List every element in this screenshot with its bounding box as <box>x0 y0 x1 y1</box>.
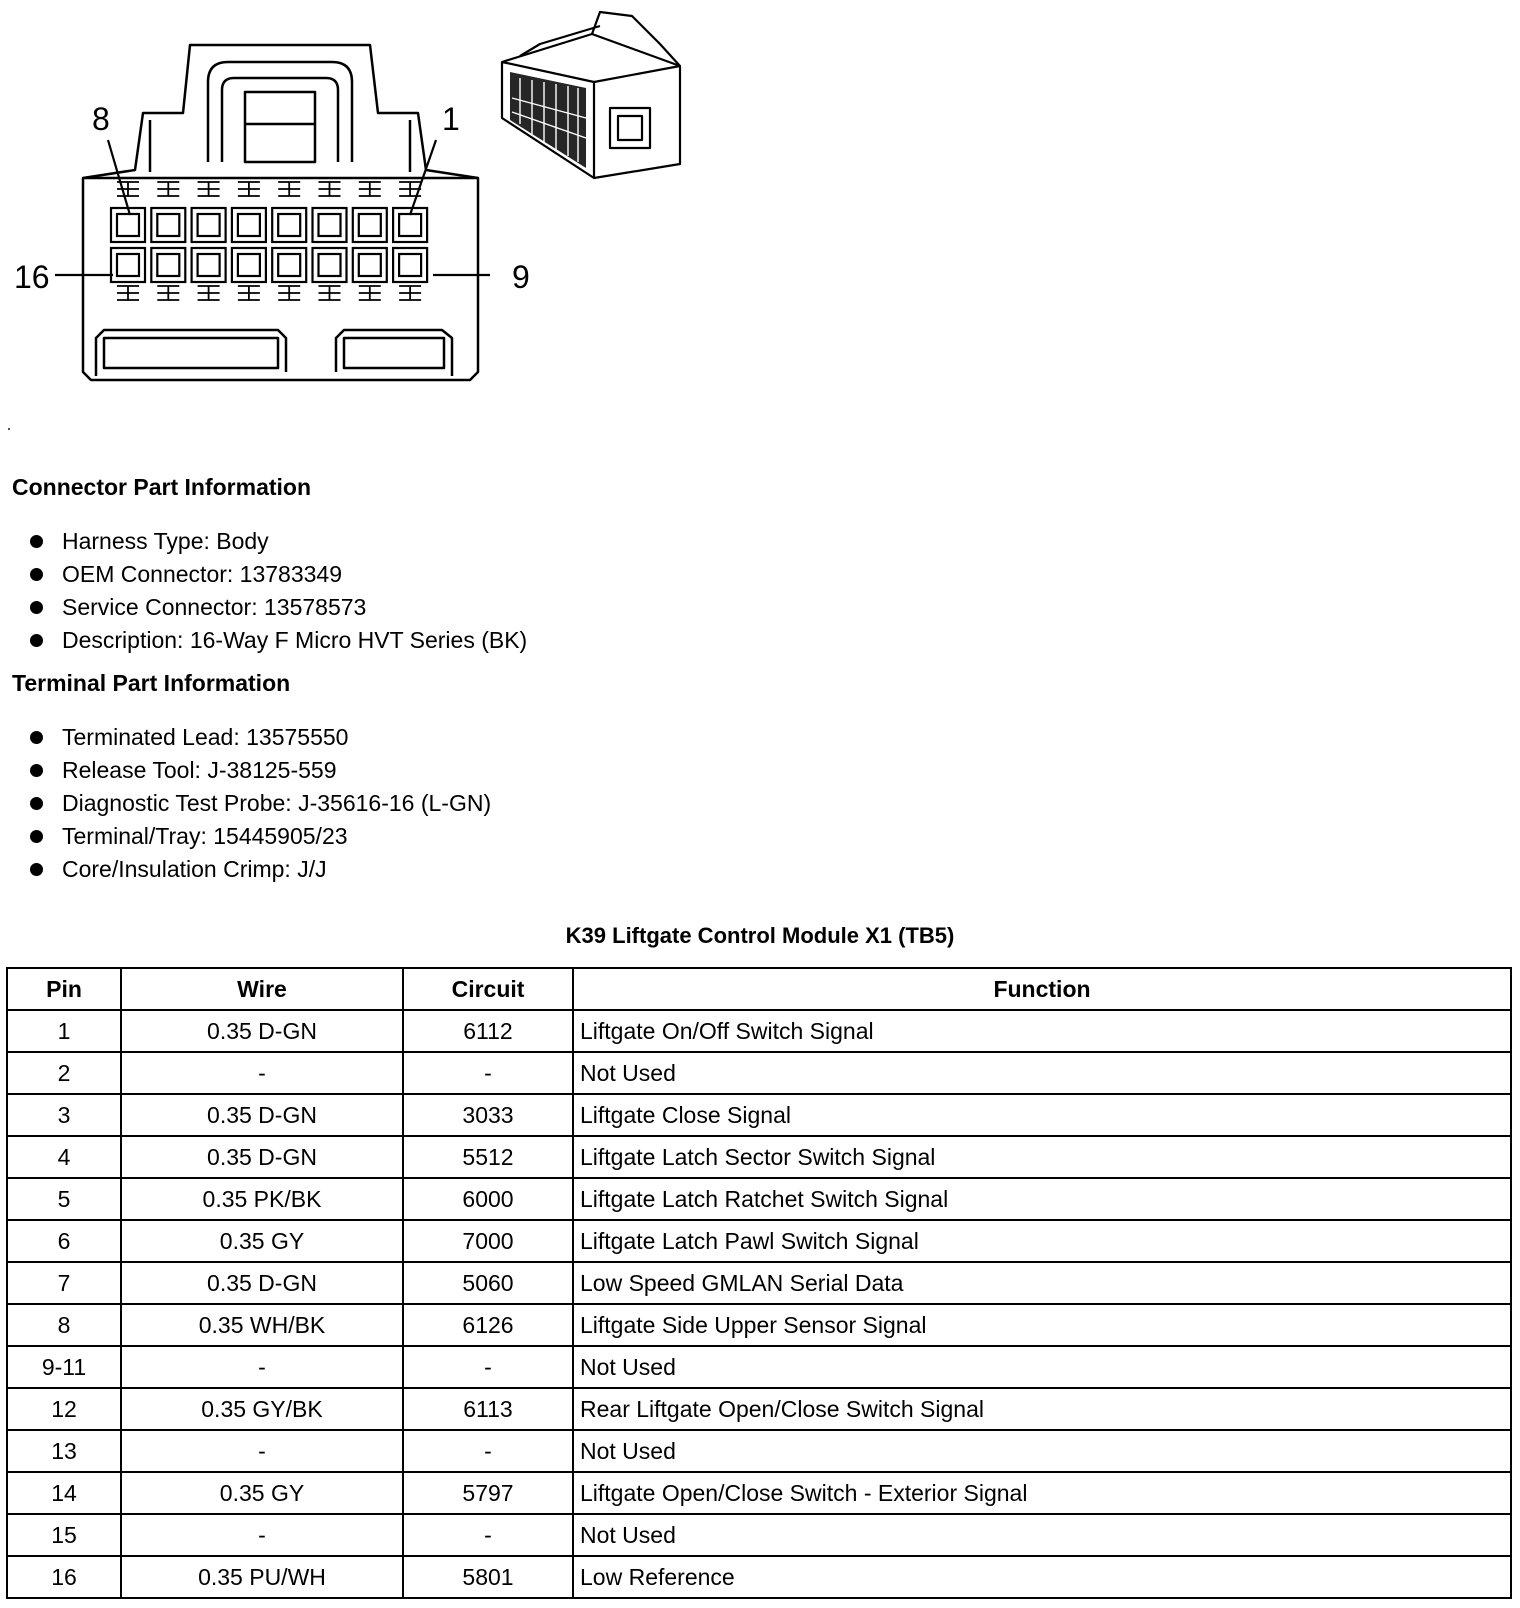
cell-wire: 0.35 D-GN <box>121 1262 403 1304</box>
pin-label-9: 9 <box>512 259 530 295</box>
pin-label-8: 8 <box>92 101 110 137</box>
cell-pin: 13 <box>7 1430 121 1472</box>
terminal-cavity-inner <box>359 214 381 236</box>
cell-circuit: 6126 <box>403 1304 573 1346</box>
cell-circuit: - <box>403 1514 573 1556</box>
table-row <box>7 1514 1511 1556</box>
cell-circuit: - <box>403 1346 573 1388</box>
table-row <box>7 1010 1511 1052</box>
table-row <box>7 1388 1511 1430</box>
table-row <box>7 1430 1511 1472</box>
cell-function: Not Used <box>573 1052 1511 1094</box>
terminal-cavity-inner <box>278 214 300 236</box>
cell-circuit: - <box>403 1052 573 1094</box>
cell-function: Liftgate Latch Pawl Switch Signal <box>573 1220 1511 1262</box>
cell-wire: 0.35 PU/WH <box>121 1556 403 1598</box>
cell-function: Liftgate Close Signal <box>573 1094 1511 1136</box>
list-item: Description: 16-Way F Micro HVT Series (BK) <box>28 624 527 657</box>
cell-function: Not Used <box>573 1514 1511 1556</box>
terminal-cavity-inner <box>238 214 260 236</box>
cell-pin: 2 <box>7 1052 121 1094</box>
cell-pin: 14 <box>7 1472 121 1514</box>
table-row <box>7 1346 1511 1388</box>
connector-part-info-list <box>28 525 527 657</box>
header-wire: Wire <box>121 968 403 1010</box>
cell-function: Liftgate On/Off Switch Signal <box>573 1010 1511 1052</box>
cell-circuit: 6000 <box>403 1178 573 1220</box>
terminal-cavity-inner <box>198 254 220 276</box>
list-item: OEM Connector: 13783349 <box>28 558 527 591</box>
terminal-cavity-inner <box>399 254 421 276</box>
terminal-cavity-inner <box>319 214 341 236</box>
terminal-cavity-inner <box>198 214 220 236</box>
terminal-cavity-inner <box>117 214 139 236</box>
cell-pin: 1 <box>7 1010 121 1052</box>
cell-pin: 4 <box>7 1136 121 1178</box>
table-row <box>7 1052 1511 1094</box>
terminal-cavity-inner <box>157 254 179 276</box>
cell-wire: 0.35 GY/BK <box>121 1388 403 1430</box>
cell-wire: - <box>121 1514 403 1556</box>
cell-circuit: 7000 <box>403 1220 573 1262</box>
cell-circuit: 3033 <box>403 1094 573 1136</box>
table-row <box>7 1304 1511 1346</box>
table-row <box>7 1094 1511 1136</box>
header-function: Function <box>573 968 1511 1010</box>
cell-pin: 7 <box>7 1262 121 1304</box>
pin-table <box>6 967 1512 1599</box>
table-row <box>7 1136 1511 1178</box>
cell-function: Low Reference <box>573 1556 1511 1598</box>
connector-part-info-heading: Connector Part Information <box>12 474 312 500</box>
connector-diagram <box>0 0 720 420</box>
cell-circuit: 5797 <box>403 1472 573 1514</box>
terminal-part-info-list <box>28 721 491 886</box>
terminal-cavity-inner <box>278 254 300 276</box>
list-item: Diagnostic Test Probe: J-35616-16 (L-GN) <box>28 787 491 820</box>
cell-circuit: 6112 <box>403 1010 573 1052</box>
terminal-cavity-inner <box>238 254 260 276</box>
cell-wire: - <box>121 1430 403 1472</box>
table-row <box>7 1220 1511 1262</box>
cell-function: Rear Liftgate Open/Close Switch Signal <box>573 1388 1511 1430</box>
list-item: Terminal/Tray: 15445905/23 <box>28 820 491 853</box>
table-row <box>7 1178 1511 1220</box>
cell-pin: 16 <box>7 1556 121 1598</box>
cell-circuit: 5801 <box>403 1556 573 1598</box>
pin-label-1: 1 <box>442 101 460 137</box>
cell-wire: 0.35 GY <box>121 1472 403 1514</box>
cell-circuit: - <box>403 1430 573 1472</box>
list-item: Service Connector: 13578573 <box>28 591 527 624</box>
terminal-cavities <box>111 208 427 282</box>
cell-wire: - <box>121 1346 403 1388</box>
cell-function: Liftgate Open/Close Switch - Exterior Signal <box>573 1472 1511 1514</box>
header-pin: Pin <box>7 968 121 1010</box>
pin-label-16: 16 <box>14 259 50 295</box>
cell-function: Not Used <box>573 1430 1511 1472</box>
cell-pin: 9-11 <box>7 1346 121 1388</box>
cell-pin: 3 <box>7 1094 121 1136</box>
cell-pin: 5 <box>7 1178 121 1220</box>
terminal-cavity-inner <box>359 254 381 276</box>
cell-pin: 12 <box>7 1388 121 1430</box>
cell-function: Liftgate Latch Ratchet Switch Signal <box>573 1178 1511 1220</box>
terminal-cavity-inner <box>399 214 421 236</box>
cell-circuit: 5512 <box>403 1136 573 1178</box>
table-row <box>7 1262 1511 1304</box>
list-item: Harness Type: Body <box>28 525 527 558</box>
cell-wire: 0.35 PK/BK <box>121 1178 403 1220</box>
cell-wire: - <box>121 1052 403 1094</box>
cell-wire: 0.35 WH/BK <box>121 1304 403 1346</box>
cell-function: Not Used <box>573 1346 1511 1388</box>
cell-wire: 0.35 D-GN <box>121 1010 403 1052</box>
stray-dot <box>8 428 10 430</box>
terminal-part-info-heading: Terminal Part Information <box>12 670 291 696</box>
cell-circuit: 5060 <box>403 1262 573 1304</box>
cell-function: Liftgate Side Upper Sensor Signal <box>573 1304 1511 1346</box>
cell-function: Liftgate Latch Sector Switch Signal <box>573 1136 1511 1178</box>
cell-wire: 0.35 GY <box>121 1220 403 1262</box>
terminal-cavity-inner <box>117 254 139 276</box>
table-row <box>7 1556 1511 1598</box>
connector-3d-view <box>502 12 680 178</box>
cell-wire: 0.35 D-GN <box>121 1094 403 1136</box>
cell-wire: 0.35 D-GN <box>121 1136 403 1178</box>
cell-function: Low Speed GMLAN Serial Data <box>573 1262 1511 1304</box>
table-title: K39 Liftgate Control Module X1 (TB5) <box>565 923 955 948</box>
table-row <box>7 1472 1511 1514</box>
cell-circuit: 6113 <box>403 1388 573 1430</box>
terminal-cavity-inner <box>157 214 179 236</box>
pin-table-body <box>7 1010 1511 1598</box>
cell-pin: 15 <box>7 1514 121 1556</box>
list-item: Terminated Lead: 13575550 <box>28 721 491 754</box>
list-item: Core/Insulation Crimp: J/J <box>28 853 491 886</box>
terminal-cavity-inner <box>319 254 341 276</box>
header-circuit: Circuit <box>403 968 573 1010</box>
list-item: Release Tool: J-38125-559 <box>28 754 491 787</box>
cell-pin: 6 <box>7 1220 121 1262</box>
cell-pin: 8 <box>7 1304 121 1346</box>
table-header-row <box>7 968 1511 1010</box>
